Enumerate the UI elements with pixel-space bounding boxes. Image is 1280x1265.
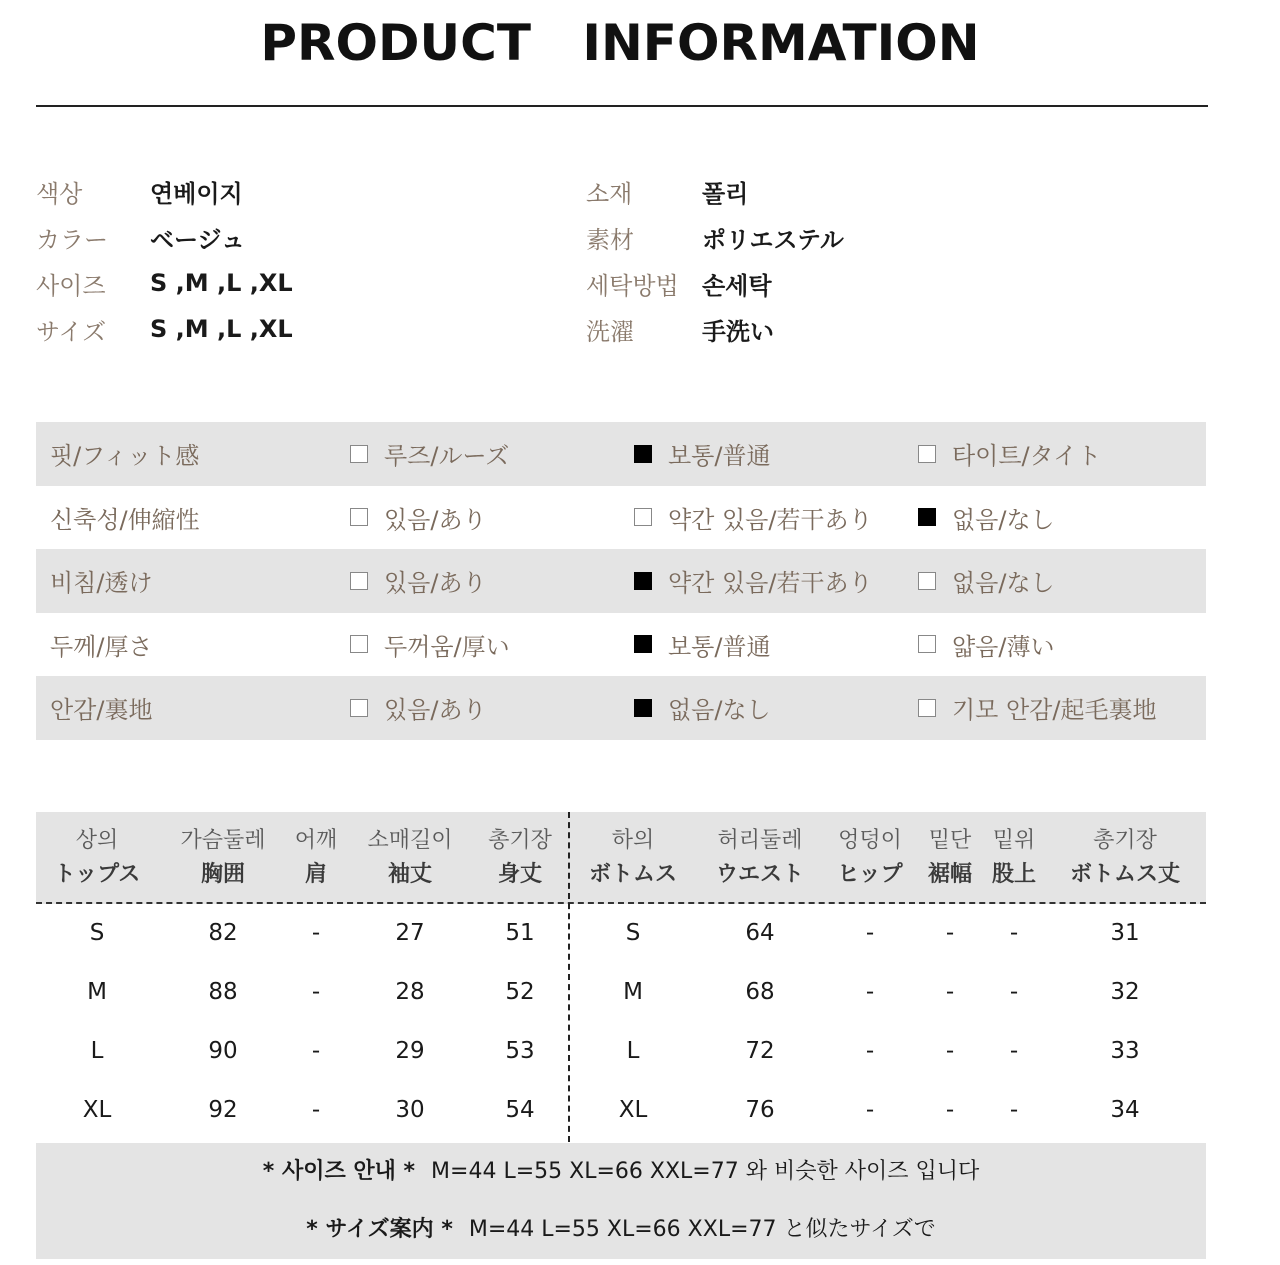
info-value: 手洗い bbox=[702, 317, 774, 346]
info-row bbox=[586, 306, 844, 352]
info-label: 素材 bbox=[586, 225, 634, 254]
attribute-option bbox=[350, 436, 634, 471]
size-cell: - bbox=[311, 1097, 321, 1123]
checked-box-icon bbox=[634, 635, 652, 653]
attribute-option bbox=[350, 627, 634, 662]
attribute-option bbox=[634, 500, 918, 535]
size-cell: 27 bbox=[395, 920, 425, 946]
option-label: 타이트/タイト bbox=[952, 442, 1102, 471]
size-cell: - bbox=[945, 920, 955, 946]
page-title: PRODUCT INFORMATION bbox=[260, 14, 980, 72]
info-label: カラー bbox=[36, 225, 108, 254]
option-label: 없음/なし bbox=[952, 505, 1055, 534]
info-label: サイズ bbox=[36, 317, 107, 346]
header-kr: 소매길이 bbox=[367, 828, 453, 853]
info-row bbox=[36, 168, 293, 214]
header-kr: 밑단 bbox=[928, 828, 972, 853]
size-cell: 76 bbox=[745, 1097, 775, 1123]
checked-box-icon bbox=[918, 508, 936, 526]
size-guide-lead: * 사이즈 안내 * bbox=[262, 1159, 416, 1184]
size-cell: - bbox=[865, 1038, 875, 1064]
option-label: 있음/あり bbox=[384, 569, 487, 598]
size-cell: 34 bbox=[1110, 1097, 1140, 1123]
attribute-option bbox=[918, 563, 1206, 598]
attribute-name: 두께/厚さ bbox=[50, 632, 153, 661]
size-header-cell bbox=[180, 824, 265, 892]
size-cell: 82 bbox=[208, 920, 238, 946]
header-jp: ボトムス丈 bbox=[1069, 862, 1181, 887]
size-cell: - bbox=[1009, 979, 1019, 1005]
option-label: 기모 안감/起毛裏地 bbox=[952, 696, 1157, 725]
size-table bbox=[36, 812, 1206, 1142]
size-cell: - bbox=[945, 1097, 955, 1123]
attribute-option bbox=[350, 690, 634, 725]
size-cell: M bbox=[623, 979, 643, 1005]
info-value: S ,M ,L ,XL bbox=[150, 269, 293, 297]
attribute-row bbox=[36, 422, 1206, 486]
attribute-name: 신축성/伸縮性 bbox=[50, 505, 200, 534]
size-cell: 64 bbox=[745, 920, 775, 946]
size-cell: M bbox=[87, 979, 107, 1005]
size-cell: XL bbox=[82, 1097, 112, 1123]
size-header-cell bbox=[928, 824, 972, 892]
header-jp: 股上 bbox=[991, 862, 1037, 887]
size-header-cell bbox=[1070, 824, 1180, 892]
info-row bbox=[36, 306, 293, 352]
unchecked-box-icon bbox=[350, 508, 368, 526]
header-kr: 밑위 bbox=[992, 828, 1036, 853]
option-label: 루즈/ルーズ bbox=[384, 442, 510, 471]
info-row bbox=[36, 214, 293, 260]
size-header-cell bbox=[54, 824, 140, 892]
size-header-cell bbox=[837, 824, 902, 892]
size-cell: XL bbox=[618, 1097, 648, 1123]
size-cell: 32 bbox=[1110, 979, 1140, 1005]
title-divider bbox=[36, 105, 1208, 107]
unchecked-box-icon bbox=[918, 445, 936, 463]
attribute-option bbox=[634, 690, 918, 725]
info-label: 洗濯 bbox=[586, 317, 634, 346]
header-kr: 총기장 bbox=[488, 828, 552, 853]
unchecked-box-icon bbox=[634, 508, 652, 526]
checked-box-icon bbox=[634, 699, 652, 717]
attribute-option bbox=[918, 436, 1206, 471]
size-guide-line bbox=[36, 1201, 1206, 1259]
attribute-option bbox=[634, 563, 918, 598]
size-cell: 52 bbox=[505, 979, 535, 1005]
option-label: 보통/普通 bbox=[668, 442, 771, 471]
option-label: 약간 있음/若干あり bbox=[668, 569, 873, 598]
attribute-name: 안감/裏地 bbox=[50, 696, 153, 725]
size-guide-notes bbox=[36, 1143, 1206, 1259]
info-value: 손세탁 bbox=[702, 271, 772, 300]
size-cell: - bbox=[1009, 1038, 1019, 1064]
info-value: ベージュ bbox=[150, 225, 246, 254]
info-label: 사이즈 bbox=[36, 271, 106, 300]
header-jp: ウエスト bbox=[715, 862, 805, 887]
header-kr: 허리둘레 bbox=[717, 828, 803, 853]
option-label: 약간 있음/若干あり bbox=[668, 505, 873, 534]
size-table-body bbox=[36, 904, 1206, 1142]
attribute-option bbox=[634, 627, 918, 662]
size-cell: 92 bbox=[208, 1097, 238, 1123]
info-value: 폴리 bbox=[702, 179, 749, 208]
header-kr: 어깨 bbox=[294, 828, 338, 853]
attribute-option bbox=[350, 563, 634, 598]
product-info-right bbox=[586, 168, 844, 352]
attribute-option bbox=[350, 500, 634, 535]
size-cell: - bbox=[311, 979, 321, 1005]
size-row bbox=[36, 904, 1206, 963]
header-jp: 袖丈 bbox=[387, 862, 433, 887]
attribute-row bbox=[36, 676, 1206, 740]
info-label: 세탁방법 bbox=[586, 271, 679, 300]
header-jp: 身丈 bbox=[497, 862, 543, 887]
size-cell: S bbox=[625, 920, 641, 946]
attribute-row bbox=[36, 486, 1206, 550]
option-label: 있음/あり bbox=[384, 505, 487, 534]
size-cell: S bbox=[89, 920, 105, 946]
header-kr: 상의 bbox=[75, 828, 119, 853]
info-row bbox=[586, 168, 844, 214]
size-cell: - bbox=[1009, 920, 1019, 946]
attribute-row bbox=[36, 613, 1206, 677]
size-row bbox=[36, 1022, 1206, 1081]
info-value: ポリエステル bbox=[702, 225, 844, 254]
size-cell: 31 bbox=[1110, 920, 1140, 946]
size-header-cell bbox=[295, 824, 338, 892]
size-guide-text: M=44 L=55 XL=66 XXL=77 와 비슷한 사이즈 입니다 bbox=[431, 1159, 980, 1184]
size-cell: - bbox=[865, 979, 875, 1005]
attribute-option bbox=[634, 436, 918, 471]
size-cell: L bbox=[90, 1038, 104, 1064]
size-header-cell bbox=[488, 824, 552, 892]
size-cell: 51 bbox=[505, 920, 535, 946]
header-kr: 하의 bbox=[611, 828, 655, 853]
size-header-cell bbox=[992, 824, 1036, 892]
attribute-option bbox=[918, 627, 1206, 662]
size-cell: 33 bbox=[1110, 1038, 1140, 1064]
header-kr: 가슴둘레 bbox=[180, 828, 266, 853]
size-table-header bbox=[36, 812, 1206, 904]
size-cell: L bbox=[626, 1038, 640, 1064]
header-jp: 胸囲 bbox=[200, 862, 246, 887]
size-header-cell bbox=[589, 824, 677, 892]
option-label: 보통/普通 bbox=[668, 632, 771, 661]
option-label: 있음/あり bbox=[384, 696, 487, 725]
info-value: S ,M ,L ,XL bbox=[150, 315, 293, 343]
size-header-cell bbox=[367, 824, 452, 892]
header-jp: トップス bbox=[53, 862, 141, 887]
size-cell: - bbox=[1009, 1097, 1019, 1123]
info-row bbox=[36, 260, 293, 306]
size-cell: 54 bbox=[505, 1097, 535, 1123]
size-header-cell bbox=[716, 824, 804, 892]
size-cell: - bbox=[311, 920, 321, 946]
size-cell: 53 bbox=[505, 1038, 535, 1064]
attribute-table bbox=[36, 422, 1206, 740]
tops-bottoms-divider bbox=[568, 812, 570, 1142]
size-cell: 88 bbox=[208, 979, 238, 1005]
option-label: 없음/なし bbox=[668, 696, 771, 725]
size-cell: 90 bbox=[208, 1038, 238, 1064]
size-row bbox=[36, 963, 1206, 1022]
size-row bbox=[36, 1081, 1206, 1140]
attribute-row bbox=[36, 549, 1206, 613]
size-cell: - bbox=[865, 920, 875, 946]
size-cell: 28 bbox=[395, 979, 425, 1005]
size-cell: - bbox=[945, 1038, 955, 1064]
checked-box-icon bbox=[634, 445, 652, 463]
unchecked-box-icon bbox=[350, 445, 368, 463]
attribute-option bbox=[918, 690, 1206, 725]
size-cell: - bbox=[865, 1097, 875, 1123]
size-guide-lead: * サイズ案内 * bbox=[306, 1217, 453, 1242]
unchecked-box-icon bbox=[350, 699, 368, 717]
option-label: 얇음/薄い bbox=[952, 632, 1055, 661]
unchecked-box-icon bbox=[350, 635, 368, 653]
attribute-name: 핏/フィット感 bbox=[50, 442, 200, 471]
unchecked-box-icon bbox=[350, 572, 368, 590]
info-row bbox=[586, 260, 844, 306]
header-jp: ヒップ bbox=[837, 862, 903, 887]
unchecked-box-icon bbox=[918, 635, 936, 653]
info-label: 소재 bbox=[586, 179, 633, 208]
option-label: 없음/なし bbox=[952, 569, 1055, 598]
checked-box-icon bbox=[634, 572, 652, 590]
size-cell: 29 bbox=[395, 1038, 425, 1064]
header-jp: 肩 bbox=[304, 862, 328, 887]
option-label: 두꺼움/厚い bbox=[384, 632, 510, 661]
header-jp: ボトムス bbox=[588, 862, 678, 887]
header-jp: 裾幅 bbox=[927, 862, 973, 887]
unchecked-box-icon bbox=[918, 699, 936, 717]
info-label: 색상 bbox=[36, 179, 83, 208]
header-kr: 총기장 bbox=[1093, 828, 1157, 853]
attribute-option bbox=[918, 500, 1206, 535]
size-cell: 72 bbox=[745, 1038, 775, 1064]
product-info-left bbox=[36, 168, 293, 352]
size-cell: - bbox=[311, 1038, 321, 1064]
attribute-name: 비침/透け bbox=[50, 569, 153, 598]
size-cell: - bbox=[945, 979, 955, 1005]
size-guide-line bbox=[36, 1143, 1206, 1201]
size-guide-text: M=44 L=55 XL=66 XXL=77 と似たサイズで bbox=[468, 1217, 936, 1242]
size-cell: 68 bbox=[745, 979, 775, 1005]
info-row bbox=[586, 214, 844, 260]
unchecked-box-icon bbox=[918, 572, 936, 590]
size-cell: 30 bbox=[395, 1097, 425, 1123]
info-value: 연베이지 bbox=[150, 179, 243, 208]
header-kr: 엉덩이 bbox=[838, 828, 902, 853]
